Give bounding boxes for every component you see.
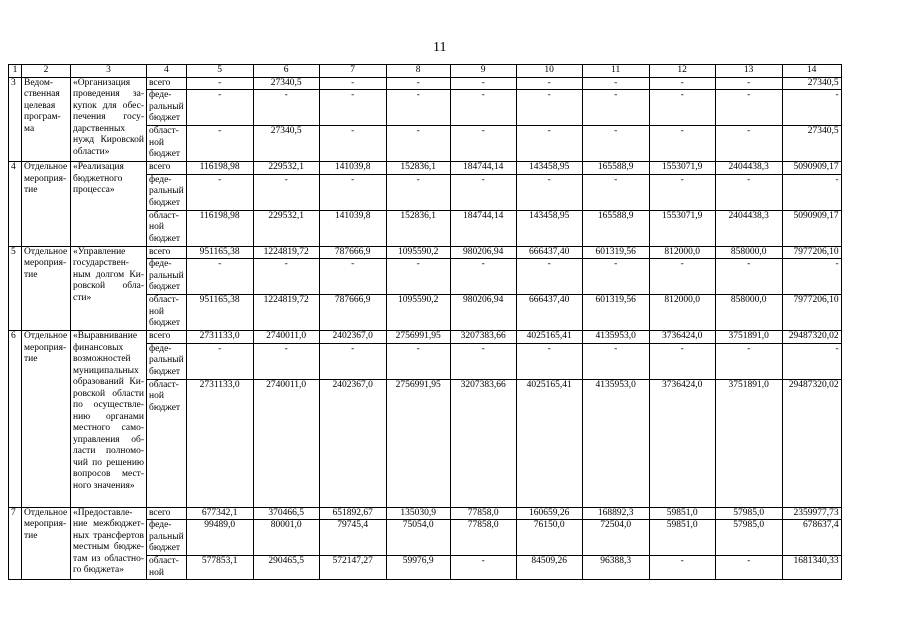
funding-source: област-ной бюджет (147, 210, 187, 246)
measure-name: «Предоставле-ние межбюджет-ных трансфертов местным бюдже-там из областно-го бюджета» (71, 507, 147, 580)
budget-table (8, 64, 842, 580)
total-value: 29487320,02 (782, 331, 841, 344)
year-value: - (516, 77, 582, 90)
funding-source: всего (147, 162, 187, 175)
year-value: - (186, 343, 253, 379)
year-value: 858000,0 (715, 295, 782, 331)
year-value: - (319, 343, 386, 379)
year-value: 677342,1 (186, 507, 253, 520)
table-row (9, 331, 842, 344)
year-value: 4135953,0 (582, 331, 649, 344)
year-value: 165588,9 (582, 210, 649, 246)
year-value: - (319, 90, 386, 126)
year-value: 666437,40 (516, 246, 582, 259)
funding-source: област-ной бюджет (147, 126, 187, 162)
year-value: 152836,1 (386, 162, 450, 175)
year-value: 77858,0 (450, 507, 516, 520)
year-value: 229532,1 (253, 210, 319, 246)
year-value: 3736424,0 (649, 331, 715, 344)
year-value: 27340,5 (253, 126, 319, 162)
year-value: 370466,5 (253, 507, 319, 520)
year-value: - (319, 77, 386, 90)
year-value: 951165,38 (186, 295, 253, 331)
year-value: - (516, 126, 582, 162)
year-value: 2756991,95 (386, 379, 450, 507)
table-row (9, 162, 842, 175)
measure-type: Отдельное мероприя-тие (22, 331, 71, 508)
year-value: 79745,4 (319, 520, 386, 556)
year-value: 116198,98 (186, 162, 253, 175)
year-value: - (649, 77, 715, 90)
year-value: 2740011,0 (253, 331, 319, 344)
column-header: 10 (516, 65, 582, 78)
year-value: 980206,94 (450, 246, 516, 259)
year-value: - (450, 77, 516, 90)
row-number: 3 (9, 77, 22, 162)
year-value: 143458,95 (516, 162, 582, 175)
total-value: 5090909,17 (782, 210, 841, 246)
year-value: 165588,9 (582, 162, 649, 175)
year-value: 2731133,0 (186, 379, 253, 507)
year-value: 3207383,66 (450, 379, 516, 507)
year-value: - (186, 90, 253, 126)
year-value: 1224819,72 (253, 295, 319, 331)
column-header: 8 (386, 65, 450, 78)
total-value: 1681340,33 (782, 556, 841, 580)
year-value: 787666,9 (319, 295, 386, 331)
table-row (9, 246, 842, 259)
year-value: 812000,0 (649, 246, 715, 259)
year-value: 951165,38 (186, 246, 253, 259)
year-value: 84509,26 (516, 556, 582, 580)
year-value: 59851,0 (649, 507, 715, 520)
year-value: 290465,5 (253, 556, 319, 580)
year-value: - (450, 90, 516, 126)
total-value: 2359977,73 (782, 507, 841, 520)
year-value: 2404438,3 (715, 210, 782, 246)
column-header: 2 (22, 65, 71, 78)
year-value: 858000,0 (715, 246, 782, 259)
year-value: 572147,27 (319, 556, 386, 580)
page-number: 11 (433, 40, 447, 55)
year-value: 99489,0 (186, 520, 253, 556)
year-value: - (649, 126, 715, 162)
total-value: 5090909,17 (782, 162, 841, 175)
funding-source: област-ной (147, 556, 187, 580)
year-value: 57985,0 (715, 520, 782, 556)
column-header: 9 (450, 65, 516, 78)
year-value: 787666,9 (319, 246, 386, 259)
measure-name: «Выравнивание финансовых возможностей муниципальных образований Ки-ровской области по осуществле-нию органами местного само-управления об-ласти полномо-чий по решению вопросов мест-ного значения» (71, 331, 147, 508)
measure-type: Отдельное мероприя-тие (22, 507, 71, 580)
measure-name: «Реализация бюджетного процесса» (71, 162, 147, 247)
total-value: 27340,5 (782, 126, 841, 162)
year-value: - (715, 259, 782, 295)
year-value: - (582, 343, 649, 379)
year-value: - (582, 77, 649, 90)
year-value: - (450, 174, 516, 210)
year-value: - (715, 174, 782, 210)
year-value: 3207383,66 (450, 331, 516, 344)
column-header: 14 (782, 65, 841, 78)
year-value: - (386, 343, 450, 379)
year-value: 77858,0 (450, 520, 516, 556)
total-value: 7977206,10 (782, 295, 841, 331)
year-value: 152836,1 (386, 210, 450, 246)
year-value: - (253, 90, 319, 126)
year-value: - (186, 126, 253, 162)
year-value: 59851,0 (649, 520, 715, 556)
year-value: 229532,1 (253, 162, 319, 175)
funding-source: феде-ральный бюджет (147, 520, 187, 556)
total-value: - (782, 343, 841, 379)
year-value: 1553071,9 (649, 210, 715, 246)
year-value: - (715, 556, 782, 580)
total-value: - (782, 259, 841, 295)
year-value: 812000,0 (649, 295, 715, 331)
year-value: - (253, 174, 319, 210)
year-value: - (516, 174, 582, 210)
funding-source: всего (147, 507, 187, 520)
year-value: - (715, 90, 782, 126)
year-value: 601319,56 (582, 295, 649, 331)
year-value: - (582, 259, 649, 295)
measure-type: Отдельное мероприя-тие (22, 246, 71, 331)
year-value: 1224819,72 (253, 246, 319, 259)
year-value: 2404438,3 (715, 162, 782, 175)
column-header: 12 (649, 65, 715, 78)
funding-source: феде-ральный бюджет (147, 90, 187, 126)
year-value: 168892,3 (582, 507, 649, 520)
year-value: 135030,9 (386, 507, 450, 520)
year-value: - (582, 126, 649, 162)
header-row (9, 65, 842, 78)
year-value: - (319, 259, 386, 295)
funding-source: феде-ральный бюджет (147, 259, 187, 295)
funding-source: феде-ральный бюджет (147, 343, 187, 379)
year-value: 3751891,0 (715, 331, 782, 344)
year-value: 2402367,0 (319, 379, 386, 507)
total-value: 678637,4 (782, 520, 841, 556)
year-value: 3751891,0 (715, 379, 782, 507)
column-header: 4 (147, 65, 187, 78)
total-value: - (782, 174, 841, 210)
year-value: 3736424,0 (649, 379, 715, 507)
year-value: 666437,40 (516, 295, 582, 331)
year-value: 184744,14 (450, 210, 516, 246)
year-value: 1095590,2 (386, 295, 450, 331)
table-row (9, 77, 842, 90)
column-header: 5 (186, 65, 253, 78)
year-value: - (386, 174, 450, 210)
year-value: 601319,56 (582, 246, 649, 259)
funding-source: всего (147, 246, 187, 259)
total-value: 27340,5 (782, 77, 841, 90)
measure-name: «Организация проведения за-купок для обес-печения госу-дарственных нужд Кировской области» (71, 77, 147, 162)
funding-source: феде-ральный бюджет (147, 174, 187, 210)
row-number: 5 (9, 246, 22, 331)
year-value: - (319, 126, 386, 162)
year-value: 2740011,0 (253, 379, 319, 507)
year-value: 59976,9 (386, 556, 450, 580)
year-value: 27340,5 (253, 77, 319, 90)
row-number: 4 (9, 162, 22, 247)
column-header: 1 (9, 65, 22, 78)
funding-source: област-ной бюджет (147, 295, 187, 331)
year-value: 4025165,41 (516, 331, 582, 344)
year-value: - (715, 343, 782, 379)
year-value: 184744,14 (450, 162, 516, 175)
year-value: 141039,8 (319, 162, 386, 175)
year-value: - (253, 259, 319, 295)
column-header: 13 (715, 65, 782, 78)
year-value: - (649, 174, 715, 210)
column-header: 6 (253, 65, 319, 78)
year-value: - (450, 556, 516, 580)
year-value: 1095590,2 (386, 246, 450, 259)
year-value: - (516, 259, 582, 295)
year-value: - (450, 343, 516, 379)
year-value: 651892,67 (319, 507, 386, 520)
column-header: 3 (71, 65, 147, 78)
year-value: 75054,0 (386, 520, 450, 556)
total-value: 7977206,10 (782, 246, 841, 259)
year-value: - (186, 259, 253, 295)
year-value: 143458,95 (516, 210, 582, 246)
funding-source: всего (147, 331, 187, 344)
year-value: 4025165,41 (516, 379, 582, 507)
year-value: 980206,94 (450, 295, 516, 331)
measure-type: Ведом-ственная целевая програм-ма (22, 77, 71, 162)
year-value: - (649, 343, 715, 379)
year-value: 72504,0 (582, 520, 649, 556)
funding-source: област-ной бюджет (147, 379, 187, 507)
year-value: - (649, 259, 715, 295)
year-value: - (386, 126, 450, 162)
column-header: 7 (319, 65, 386, 78)
year-value: 57985,0 (715, 507, 782, 520)
year-value: - (715, 77, 782, 90)
funding-source: всего (147, 77, 187, 90)
year-value: - (450, 259, 516, 295)
measure-type: Отдельное мероприя-тие (22, 162, 71, 247)
year-value: 141039,8 (319, 210, 386, 246)
year-value: 116198,98 (186, 210, 253, 246)
year-value: 160659,26 (516, 507, 582, 520)
year-value: - (649, 90, 715, 126)
year-value: 1553071,9 (649, 162, 715, 175)
year-value: - (253, 343, 319, 379)
row-number: 7 (9, 507, 22, 580)
year-value: 2756991,95 (386, 331, 450, 344)
year-value: 80001,0 (253, 520, 319, 556)
year-value: - (582, 174, 649, 210)
year-value: - (186, 174, 253, 210)
year-value: - (319, 174, 386, 210)
row-number: 6 (9, 331, 22, 508)
year-value: 2402367,0 (319, 331, 386, 344)
year-value: 2731133,0 (186, 331, 253, 344)
year-value: - (186, 77, 253, 90)
year-value: 96388,3 (582, 556, 649, 580)
year-value: 4135953,0 (582, 379, 649, 507)
column-header: 11 (582, 65, 649, 78)
year-value: 76150,0 (516, 520, 582, 556)
year-value: 577853,1 (186, 556, 253, 580)
year-value: - (386, 77, 450, 90)
measure-name: «Управление государствен-ным долгом Ки-ровской обла-сти» (71, 246, 147, 331)
table-row (9, 507, 842, 520)
year-value: - (386, 259, 450, 295)
year-value: - (516, 90, 582, 126)
year-value: - (450, 126, 516, 162)
year-value: - (516, 343, 582, 379)
year-value: - (386, 90, 450, 126)
total-value: - (782, 90, 841, 126)
year-value: - (582, 90, 649, 126)
year-value: - (649, 556, 715, 580)
total-value: 29487320,02 (782, 379, 841, 507)
year-value: - (715, 126, 782, 162)
